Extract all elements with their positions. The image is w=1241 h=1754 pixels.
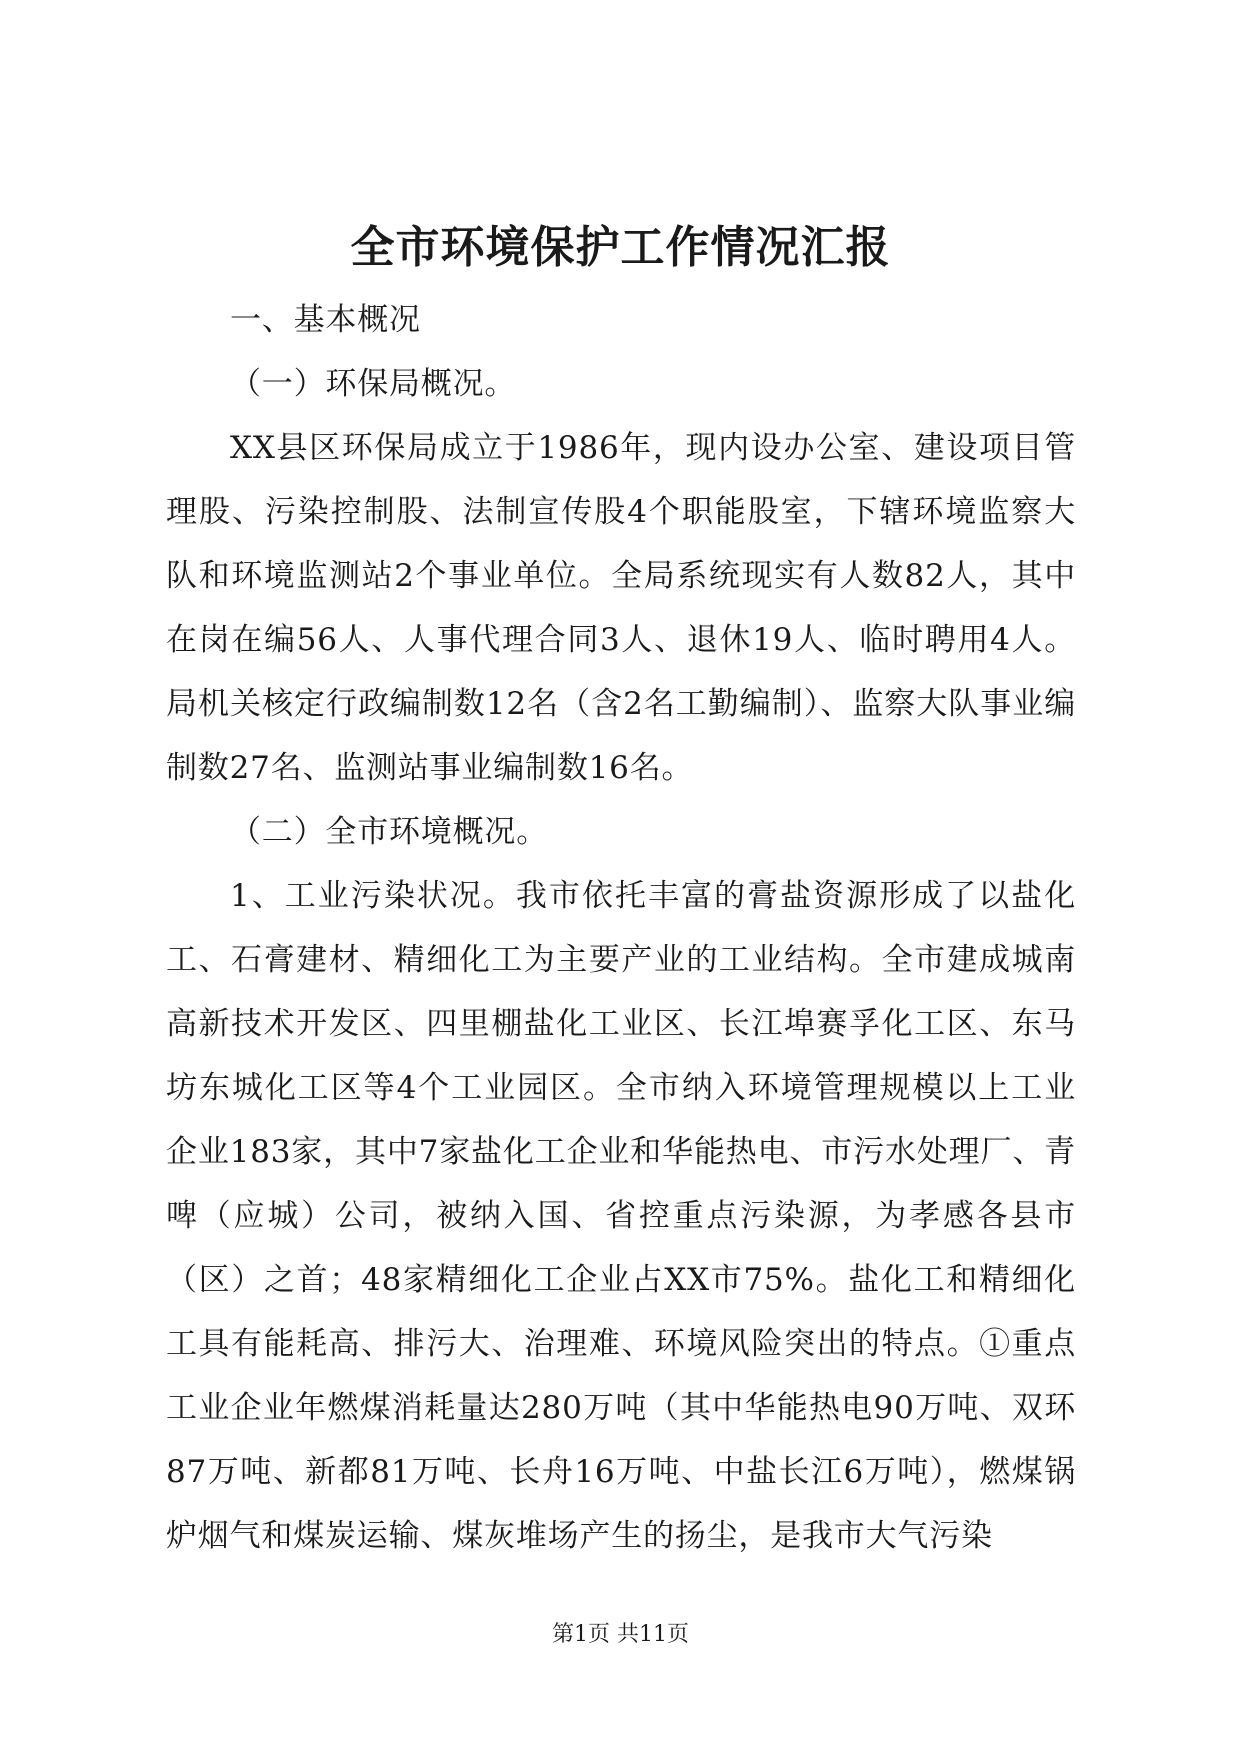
subsection-heading-bureau-overview: （一）环保局概况。: [230, 366, 517, 402]
document-body: [166, 288, 1076, 1568]
subsection-heading-city-environment: （二）全市环境概况。: [230, 814, 548, 850]
paragraph-industrial-pollution: 1、工业污染状况。我市依托丰富的膏盐资源形成了以盐化工、石膏建材、精细化工为主要产业的工业结构。全市建成城南高新技术开发区、四里棚盐化工业区、长江埠赛孚化工区、东马坊东城化工区等4个工业园区。全市纳入环境管理规模以上工业企业183家，其中7家盐化工企业和华能热电、市污水处理厂、青啤（应城）公司，被纳入国、省控重点污染源，为孝感各县市（区）之首；48家精细化工企业占XX市75%。盐化工和精细化工具有能耗高、排污大、治理难、环境风险突出的特点。①重点工业企业年燃煤消耗量达280万吨（其中华能热电90万吨、双环87万吨、新都81万吨、长舟16万吨、中盐长江6万吨），燃煤锅炉烟气和煤炭运输、煤灰堆场产生的扬尘，是我市大气污染: [166, 878, 1076, 1554]
page-footer: 第1页 共11页: [552, 1622, 689, 1647]
section-heading-basic-overview: 一、基本概况: [230, 302, 421, 338]
document-title: 全市环境保护工作情况汇报: [350, 222, 891, 273]
paragraph-bureau-details: XX县区环保局成立于1986年，现内设办公室、建设项目管理股、污染控制股、法制宣传股4个职能股室，下辖环境监察大队和环境监测站2个事业单位。全局系统现实有人数82人，其中在岗在编56人、人事代理合同3人、退休19人、临时聘用4人。局机关核定行政编制数12名（含2名工勤编制）、监察大队事业编制数27名、监测站事业编制数16名。: [166, 430, 1076, 786]
